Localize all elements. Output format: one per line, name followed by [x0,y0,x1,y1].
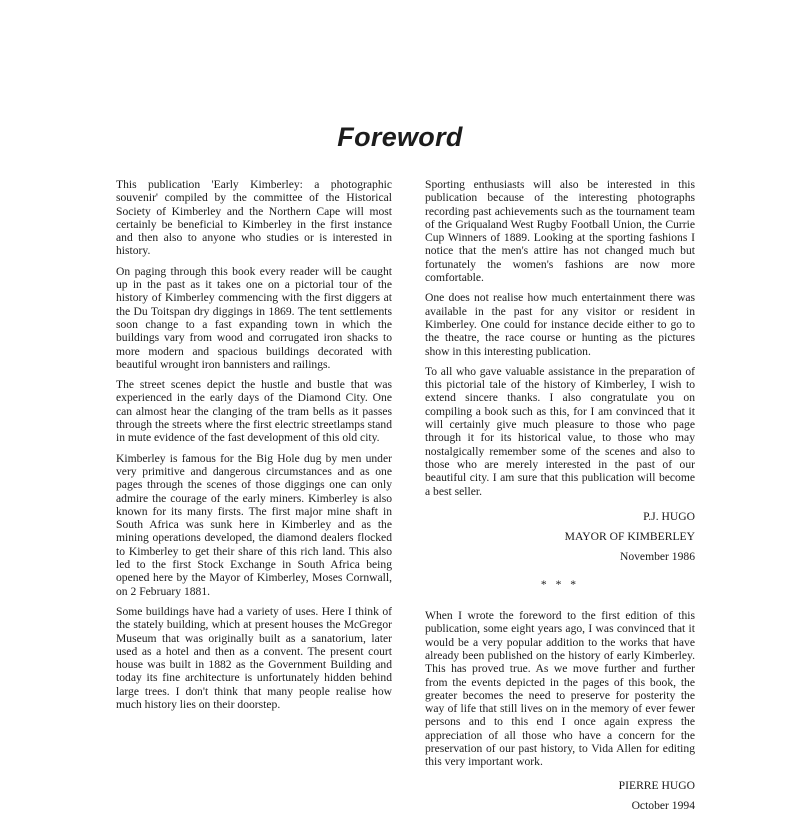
paragraph: The street scenes depict the hustle and bustle that was experienced in the early days of the Diamond City. One can almost hear the clanging of the tram bells as it passes through the streets where the first electric streetlamps stand in mute evidence of the fast development of this old city. [116,378,392,445]
signature-block-2 [425,779,695,813]
signature-date: November 1986 [619,550,695,564]
left-column [116,178,392,718]
signature-name: P.J. HUGO [643,509,695,523]
paragraph: Sporting enthusiasts will also be interested in this publication because of the interesting photographs recording past achievements such as the tournament team of the Griqualand West Rugby Football Union, the Currie Cup Winners of 1889. Looking at the sporting fashions I notice that the men's attire has not changed much but fortunately the women's fashions are now more comfortable. [425,178,695,285]
paragraph: Kimberley is famous for the Big Hole dug by men under very primitive and dangerous circumstances and as one pages through the scenes of those diggings one can only admire the courage of the early miners. Kimberley is also known for its many firsts. The first major mine shaft in South Africa was sunk here in Kimberley and as the mining operations developed, the diamond dealers flocked to Kimberley to get their share of this rich land. This also led to the first Stock Exchange in South Africa being opened here by the Mayor of Kimberley, Moses Cornwall, on 2 February 1881. [116,451,392,598]
section-separator: * * * [540,577,580,591]
signature-block-1 [425,510,695,564]
paragraph: One does not realise how much entertainment there was available in the past for any visitor or resident in Kimberley. One could for instance decide either to go to the theatre, the race course or hunting as the pictures show in this interesting publication. [425,291,695,358]
right-column [425,178,695,819]
paragraph: This publication 'Early Kimberley: a photographic souvenir' compiled by the committee of the Historical Society of Kimberley and the Northern Cape will most certainly be beneficial to Kimberley in the first instance and then also to anyone who studies or is interested in history. [116,178,392,258]
paragraph: Some buildings have had a variety of uses. Here I think of the stately building, which at present houses the McGregor Museum that was originally built as a sanatorium, later used as a hotel and then as a convent. The present court house was built in 1882 as the Government Building and today its fine architecture is unfortunately hidden behind large trees. I don't think that many people realise how much history lies on their doorstep. [116,604,392,711]
signature-title: MAYOR OF KIMBERLEY [564,530,695,544]
second-foreword-paragraph: When I wrote the foreword to the first edition of this publication, some eight years ago, I was convinced that it would be a very popular addition to the works that have already been published on the history of early Kimberley. This has proved true. As we move further and further from the events depicted in the pages of this book, the greater becomes the need to preserve for posterity the way of life that still lives on in the memory of ever fewer persons and to this end I once again express the appreciation of all those who have a concern for the preservation of our past history, to Vida Allen for editing this very important work. [425,609,695,769]
signature-name: PIERRE HUGO [618,778,695,792]
signature-date: October 1994 [631,798,695,812]
paragraph: To all who gave valuable assistance in the preparation of this pictorial tale of the history of Kimberley, I wish to extend sincere thanks. I also congratulate you on compiling a book such as this, for I am convinced that it will certainly give much pleasure to those who page through it for its historical value, to those who may nostalgically remember some of the scenes and also to those who are merely interested in the past of our beautiful city. I am sure that this publication will become a best seller. [425,364,695,498]
page-title: Foreword [337,122,463,152]
paragraph: On paging through this book every reader will be caught up in the past as it takes one on a pictorial tour of the history of Kimberley commencing with the first diggers at the Du Toitspan dry diggings in 1869. The tent settlements soon change to a fast expanding town in which the buildings vary from wood and corrugated iron shacks to more modern and spacious buildings decorated with beautiful wrought iron bannisters and railings. [116,264,392,371]
